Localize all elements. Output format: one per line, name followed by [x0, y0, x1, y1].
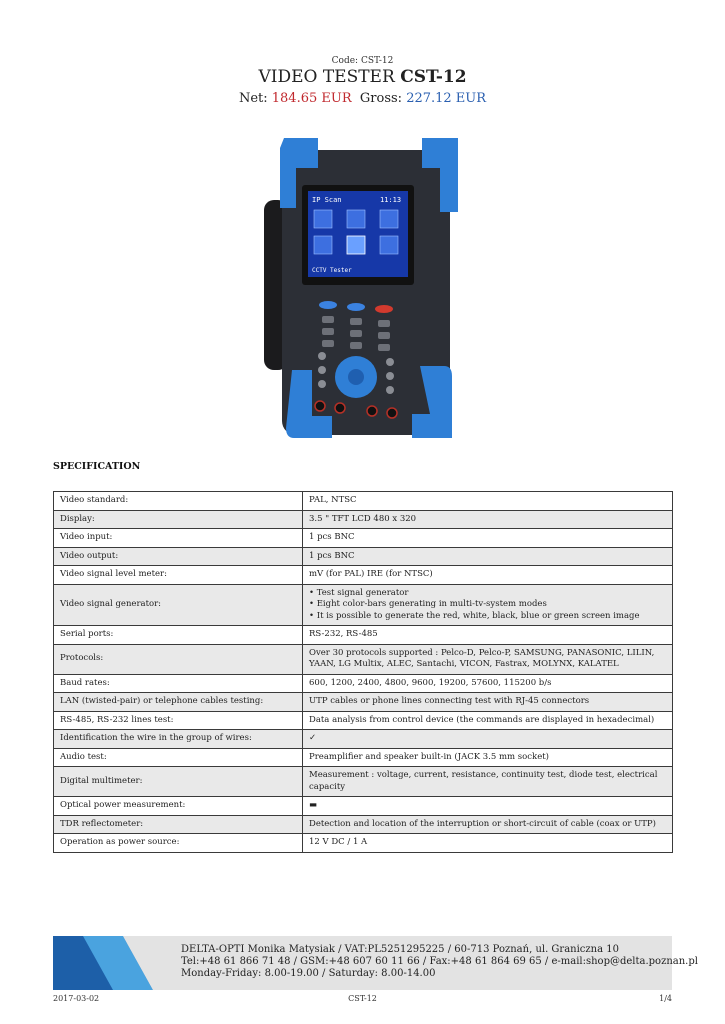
title-model: CST-12	[400, 67, 467, 87]
spec-value: Data analysis from control device (the commands are displayed in hexadecimal)	[303, 711, 673, 730]
spec-key: Serial ports:	[54, 626, 303, 645]
spec-value: RS-232, RS-485	[303, 626, 673, 645]
spec-key: Baud rates:	[54, 674, 303, 693]
spec-value: PAL, NTSC	[303, 492, 673, 511]
table-row	[54, 547, 673, 566]
spec-key: Optical power measurement:	[54, 797, 303, 816]
table-row	[54, 730, 673, 749]
spec-value: 3.5 " TFT LCD 480 x 320	[303, 510, 673, 529]
spec-value: Over 30 protocols supported : Pelco-D, Pelco-P, SAMSUNG, PANASONIC, LILIN, YAAN, LG Multix, ALEC, Santachi, VICON, Fastrax, MOLYNX, KALATEL	[303, 644, 673, 674]
table-row	[54, 492, 673, 511]
table-row	[54, 644, 673, 674]
dash-icon: ▬	[303, 797, 673, 816]
table-row	[54, 693, 673, 712]
screen-app-icon	[314, 210, 332, 228]
side-button	[386, 358, 394, 366]
price-line	[0, 91, 725, 106]
spec-key: LAN (twisted-pair) or telephone cables testing:	[54, 693, 303, 712]
spec-value-line: • Eight color-bars generating in multi-tv-system modes	[309, 599, 547, 609]
spec-key: Digital multimeter:	[54, 767, 303, 797]
dpad-center	[348, 369, 364, 385]
meter-socket	[335, 403, 345, 413]
spec-value: Measurement : voltage, current, resistance, continuity test, diode test, electrical capacity	[303, 767, 673, 797]
side-button	[386, 386, 394, 394]
keypad-key	[378, 332, 390, 339]
spec-key: Identification the wire in the group of wires:	[54, 730, 303, 749]
side-button	[318, 380, 326, 388]
company-address: DELTA-OPTI Monika Matysiak / VAT:PL5251295225 / 60-713 Poznań, ul. Graniczna 10	[181, 944, 619, 955]
screen-app-icon	[380, 210, 398, 228]
spec-value: Preamplifier and speaker built-in (JACK 3.5 mm socket)	[303, 748, 673, 767]
company-contacts: Tel:+48 61 866 71 48 / GSM:+48 607 60 11 66 / Fax:+48 61 864 69 65 / e-mail:shop@delta.poznan.pl	[181, 956, 698, 967]
table-row	[54, 529, 673, 548]
screen-app-icon	[314, 236, 332, 254]
spec-value: 600, 1200, 2400, 4800, 9600, 19200, 57600, 115200 b/s	[303, 674, 673, 693]
check-icon: ✓	[303, 730, 673, 749]
net-price: 184.65 EUR	[271, 91, 352, 106]
page-title	[0, 67, 725, 87]
title-prefix: VIDEO TESTER	[258, 67, 401, 87]
footer-product-code: CST-12	[348, 994, 377, 1003]
table-row	[54, 510, 673, 529]
keypad-key	[322, 340, 334, 347]
table-row	[54, 584, 673, 626]
opening-hours: Monday-Friday: 8.00-19.00 / Saturday: 8.00-14.00	[181, 968, 436, 979]
page-number: 1/4	[659, 994, 672, 1003]
spec-key: Video signal generator:	[54, 584, 303, 626]
table-row	[54, 626, 673, 645]
table-row	[54, 674, 673, 693]
spec-value: 1 pcs BNC	[303, 547, 673, 566]
gross-price: 227.12 EUR	[406, 91, 487, 106]
spec-value-line: • It is possible to generate the red, white, black, blue or green screen image	[309, 610, 640, 621]
screen-header-right: 11:13	[380, 196, 402, 204]
net-label: Net:	[238, 91, 268, 106]
company-info	[181, 944, 698, 980]
keypad-key	[322, 328, 334, 335]
table-row	[54, 566, 673, 585]
keypad-key	[350, 330, 362, 337]
spec-key: Audio test:	[54, 748, 303, 767]
side-button	[386, 372, 394, 380]
spec-key: RS-485, RS-232 lines test:	[54, 711, 303, 730]
spec-value	[303, 584, 673, 626]
spec-key: Protocols:	[54, 644, 303, 674]
keypad-key	[350, 342, 362, 349]
spec-value: mV (for PAL) IRE (for NTSC)	[303, 566, 673, 585]
function-button	[347, 303, 365, 311]
spec-value: Detection and location of the interruption or short-circuit of cable (coax or UTP)	[303, 815, 673, 834]
function-button	[319, 301, 337, 309]
keypad-key	[350, 318, 362, 325]
side-button	[318, 366, 326, 374]
keypad-key	[378, 320, 390, 327]
spec-key: Operation as power source:	[54, 834, 303, 853]
spec-key: Video signal level meter:	[54, 566, 303, 585]
product-code: Code: CST-12	[331, 56, 394, 66]
spec-key: Display:	[54, 510, 303, 529]
table-row	[54, 815, 673, 834]
meter-socket	[315, 401, 325, 411]
meter-socket	[387, 408, 397, 418]
spec-heading: SPECIFICATION	[53, 461, 141, 472]
keypad-key	[322, 316, 334, 323]
spec-value: UTP cables or phone lines connecting test with RJ-45 connectors	[303, 693, 673, 712]
spec-key: Video output:	[54, 547, 303, 566]
table-row	[54, 767, 673, 797]
spec-value: 1 pcs BNC	[303, 529, 673, 548]
screen-header-left: IP Scan	[312, 196, 342, 204]
spec-value: 12 V DC / 1 A	[303, 834, 673, 853]
table-row	[54, 711, 673, 730]
gross-label: Gross:	[359, 91, 403, 106]
spec-key: TDR reflectometer:	[54, 815, 303, 834]
spec-key: Video input:	[54, 529, 303, 548]
table-row	[54, 748, 673, 767]
spec-key: Video standard:	[54, 492, 303, 511]
side-button	[318, 352, 326, 360]
power-button	[375, 305, 393, 313]
screen-app-icon	[380, 236, 398, 254]
spec-value-line: • Test signal generator	[309, 587, 409, 598]
meter-socket	[367, 406, 377, 416]
spec-table	[53, 491, 673, 853]
keypad-key	[378, 344, 390, 351]
screen-app-icon	[347, 210, 365, 228]
screen-footer-label: CCTV Tester	[312, 267, 352, 274]
table-row	[54, 834, 673, 853]
table-row	[54, 797, 673, 816]
screen-app-icon	[347, 236, 365, 254]
product-image	[262, 130, 462, 448]
print-date: 2017-03-02	[53, 994, 100, 1003]
company-logo	[53, 936, 173, 990]
